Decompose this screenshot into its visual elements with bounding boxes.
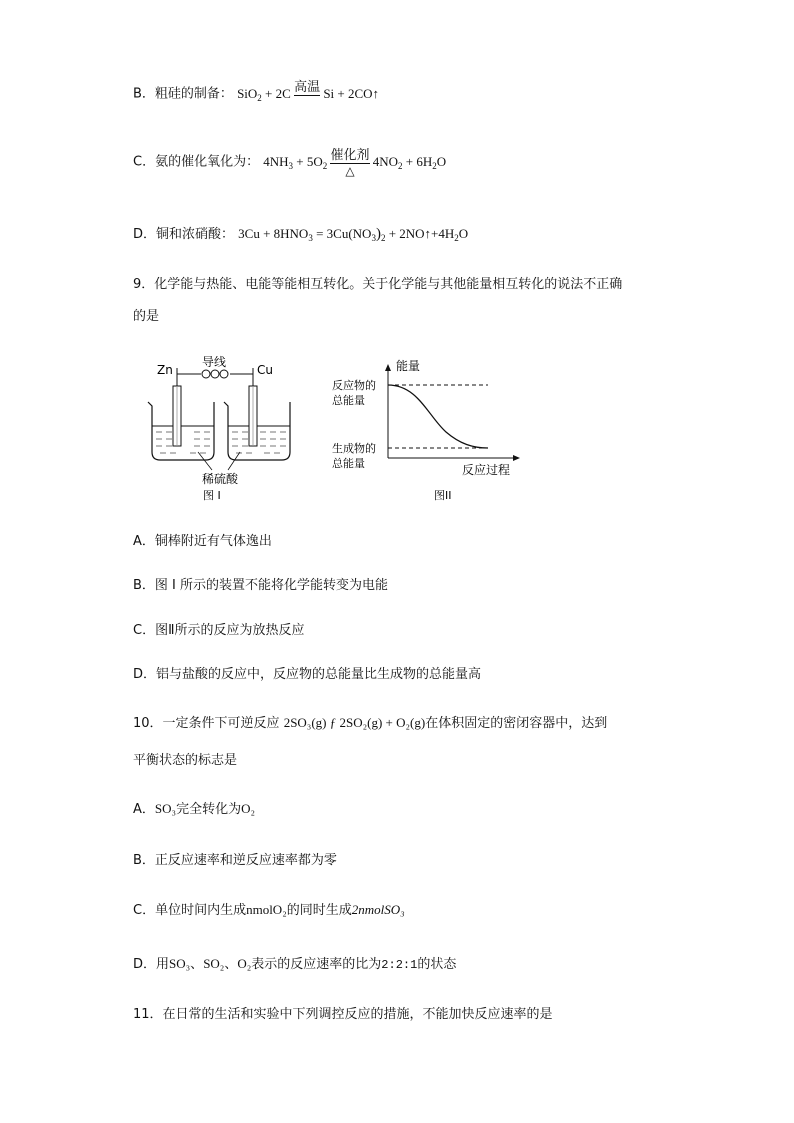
wire-label: 导线 [202, 355, 227, 369]
q10-stem-line1: 10．一定条件下可逆反应 2SO₃(g) ƒ 2SO₂(g) + O₂(g)在体积固定的密闭容器中，达到 [133, 715, 608, 731]
figure-2-diagram [328, 356, 524, 504]
q10-equation: 2SO₃(g) ƒ 2SO₂(g) + O₂(g) [283, 715, 426, 730]
q9-option-d: D．铝与盐酸的反应中，反应物的总能量比生成物的总能量高 [133, 667, 482, 682]
product-label-1: 生成物的 [332, 442, 376, 455]
acid-label: 稀硫酸 [202, 472, 239, 486]
reaction-condition: 高温 [294, 79, 321, 94]
figure-1-diagram [140, 352, 300, 504]
reaction-condition: 催化剂 △ [330, 147, 370, 178]
q10-option-a: A．SO₃完全转化为O₂ [133, 801, 255, 817]
cu-label: Cu [257, 363, 273, 377]
q8-option-d: D．铜和浓硝酸： $3Cu + 8HNO_3 = 3Cu(NO_3)_2$ + $2NO↑+4H_2O$ [133, 226, 469, 243]
q10-option-d: D．用SO₃、SO₂、O₂表示的反应速率的比为2:2:1的状态 [133, 956, 457, 972]
figure-1-caption: 图 I [203, 489, 221, 502]
q11-stem: 11．在日常的生活和实验中下列调控反应的措施，不能加快反应速率的是 [133, 1007, 553, 1022]
x-axis-label: 反应过程 [462, 463, 511, 477]
y-axis-label: 能量 [396, 359, 421, 373]
q8-option-d-equation: $3Cu + 8HNO_3 = 3Cu(NO_3)_2$ + $2NO↑+4H_2O$ [238, 226, 469, 243]
q9-option-b: B．图 I 所示的装置不能将化学能转变为电能 [133, 578, 389, 593]
q8-option-c: C．氨的催化氧化为： $4NH_3 + 5O_2$ 催化剂 △ $4NO_2 + 6H_2O$ [133, 147, 447, 178]
q8-option-b: B．粗硅的制备： SiO$_2$ + 2C 高温 Si + 2CO↑ [133, 80, 379, 109]
q10-option-c: C．单位时间内生成nmolO₂的同时生成2nmolSO₃ [133, 902, 405, 918]
q9-stem-line2: 的是 [133, 309, 160, 324]
q10-option-b: B．正反应速率和逆反应速率都为零 [133, 853, 337, 868]
q8-option-b-equation: SiO$_2$ + 2C 高温 Si + 2CO↑ [237, 86, 379, 101]
q9-option-a: A．铜棒附近有气体逸出 [133, 534, 272, 549]
q9-option-c: C．图Ⅱ所示的反应为放热反应 [133, 623, 305, 638]
product-label-2: 总能量 [332, 457, 365, 470]
reactant-label-1: 反应物的 [332, 379, 376, 392]
zn-label: Zn [157, 363, 173, 377]
q9-stem-line1: 9．化学能与热能、电能等能相互转化。关于化学能与其他能量相互转化的说法不正确 [133, 277, 623, 292]
figure-2-caption: 图II [434, 489, 452, 502]
q8-option-c-equation: $4NH_3 + 5O_2$ 催化剂 △ $4NO_2 + 6H_2O$ [263, 147, 447, 178]
q10-stem-line2: 平衡状态的标志是 [133, 753, 238, 768]
reactant-label-2: 总能量 [332, 394, 365, 407]
